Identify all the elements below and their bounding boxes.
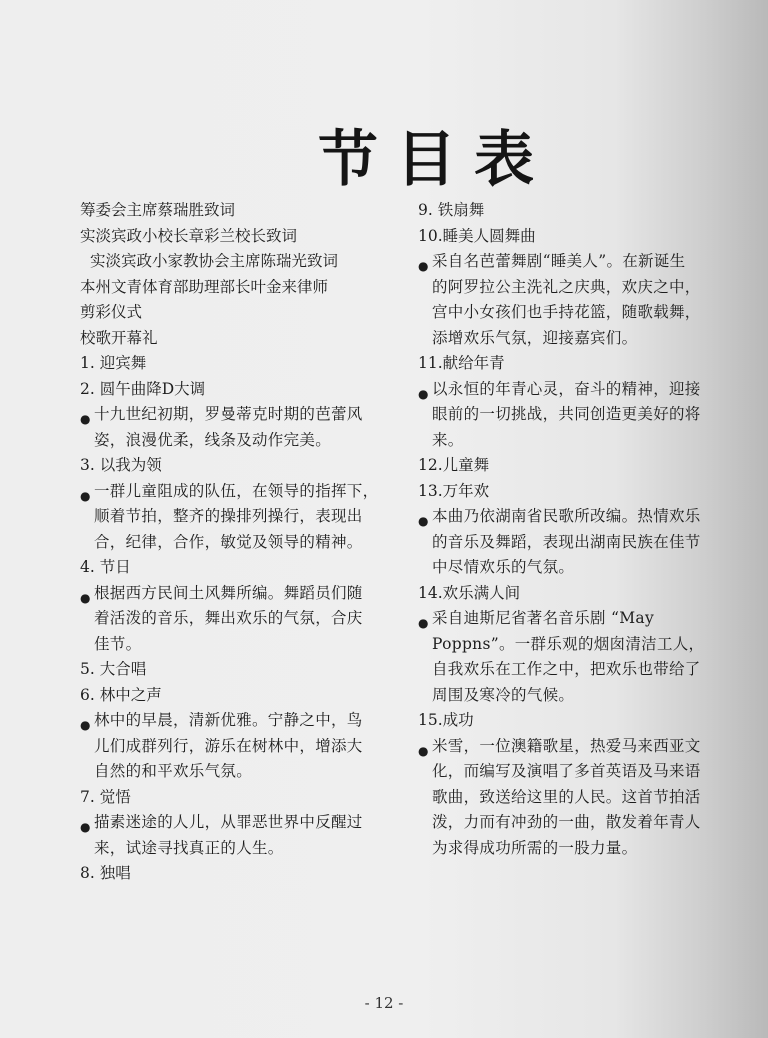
bullet-icon: ● (80, 412, 91, 426)
description-lines (432, 254, 701, 356)
description-line: 根据西方民间土风舞所编。舞蹈员们随 (94, 583, 363, 602)
description-line: 儿们成群列行，游乐在树林中，增添大 (94, 736, 363, 755)
bullet-icon: ● (80, 488, 91, 503)
ceremony-item: 实淡宾政小家教协会主席陈瑞光致词 (90, 252, 339, 270)
description-line: 来。 (432, 430, 464, 449)
program-item-title: 14.欢乐满人间 (418, 583, 521, 602)
description-line: 为求得成功所需的一股力量。 (432, 838, 638, 857)
description-line: 化，而编写及演唱了多首英语及马来语 (432, 762, 701, 780)
description-lines (94, 713, 363, 790)
description-lines (432, 379, 701, 459)
program-item-title: 15.成功 (418, 711, 474, 729)
program-item-title: 10.睡美人圆舞曲 (418, 226, 536, 245)
bullet-icon: ● (418, 259, 429, 273)
description-line: 顺着节拍，整齐的操排列操行，表现出 (94, 507, 363, 525)
description-lines (432, 736, 701, 867)
bullet-icon: ● (418, 743, 429, 758)
program-item-description (80, 713, 400, 790)
ceremony-item: 剪彩仪式 (80, 303, 143, 321)
ceremony-list (80, 203, 400, 356)
description-lines (94, 583, 363, 663)
page-title: 节目表 (318, 125, 552, 195)
ceremony-item: 本州文青体育部助理部长叶金来律师 (80, 277, 329, 296)
description-line: 采自名芭蕾舞剧“睡美人”。在新诞生 (432, 252, 686, 270)
description-line: Poppns”。一群乐观的烟囱清洁工人， (432, 634, 705, 653)
program-item-title: 6. 林中之声 (80, 685, 162, 704)
ceremony-item: 实淡宾政小校长章彩兰校长致词 (80, 226, 298, 245)
program-item-description (418, 611, 748, 713)
description-line: 一群儿童阻成的队伍，在领导的指挥下， (94, 481, 379, 500)
program-item-title: 13.万年欢 (418, 481, 490, 500)
right-column (418, 203, 748, 866)
description-lines (94, 815, 363, 866)
program-item-description (80, 583, 400, 663)
bullet-icon: ● (80, 820, 91, 834)
program-item-description (418, 379, 748, 459)
description-line: 采自迪斯尼省著名音乐剧 “May (432, 609, 655, 627)
description-lines (94, 481, 379, 561)
description-line: 的音乐及舞蹈，表现出湖南民族在佳节 (432, 532, 701, 551)
program-item-title: 3. 以我为领 (80, 456, 162, 474)
description-line: 自然的和平欢乐气氛。 (94, 762, 253, 780)
program-item-title: 12.儿童舞 (418, 456, 490, 474)
right-program-list (418, 203, 748, 866)
bullet-icon: ● (418, 616, 429, 630)
description-line: 合，纪律，合作，敏觉及领导的精神。 (94, 532, 363, 551)
ceremony-item: 筹委会主席蔡瑞胜致词 (80, 201, 236, 219)
description-line: 姿，浪漫优柔，线条及动作完美。 (94, 430, 332, 449)
program-item-title: 7. 觉悟 (80, 787, 131, 806)
program-item-title: 4. 节日 (80, 558, 131, 576)
program-item-title: 9. 铁扇舞 (418, 201, 485, 219)
description-lines (432, 611, 704, 713)
bullet-icon: ● (80, 590, 91, 605)
ceremony-item: 校歌开幕礼 (80, 328, 158, 347)
program-item-title: 1. 迎宾舞 (80, 354, 147, 372)
description-line: 的阿罗拉公主洗礼之庆典，欢庆之中， (432, 277, 701, 296)
description-line: 以永恒的年青心灵，奋斗的精神，迎接 (432, 379, 701, 398)
program-item-title: 11.献给年青 (418, 354, 505, 372)
description-line: 周围及寒冷的气候。 (432, 685, 575, 704)
program-item-description (80, 481, 400, 561)
bullet-icon: ● (418, 514, 429, 528)
description-line: 宫中小女孩们也手持花篮，随歌载舞， (432, 303, 701, 321)
description-line: 泼，力而有冲劲的一曲，散发着年青人 (432, 813, 701, 831)
description-lines (94, 407, 363, 458)
description-line: 中尽情欢乐的气氛。 (432, 558, 575, 576)
description-line: 添增欢乐气氛，迎接嘉宾们。 (432, 328, 638, 347)
description-line: 米雪，一位澳籍歌星，热爱马来西亚文 (432, 736, 701, 755)
description-line: 佳节。 (94, 634, 142, 653)
description-line: 林中的早晨，清新优雅。宁静之中，鸟 (94, 711, 363, 729)
program-item-description (80, 815, 400, 866)
left-column (80, 203, 400, 892)
description-line: 本曲乃依湖南省民歌所改编。热情欢乐 (432, 507, 701, 525)
description-line: 来，试途寻找真正的人生。 (94, 838, 284, 857)
description-line: 眼前的一切挑战，共同创造更美好的将 (432, 405, 701, 423)
program-item-title: 5. 大合唱 (80, 660, 147, 678)
bullet-icon: ● (80, 718, 91, 732)
page-number: - 12 - (364, 994, 404, 1012)
program-item-description (418, 736, 748, 867)
description-line: 十九世纪初期，罗曼蒂克时期的芭蕾风 (94, 405, 363, 423)
description-lines (432, 509, 701, 586)
program-item-description (418, 509, 748, 586)
description-line: 描素迷途的人儿，从罪恶世界中反醒过 (94, 813, 363, 831)
program-item-description (418, 254, 748, 356)
description-line: 歌曲，致送给这里的人民。这首节拍活 (432, 787, 701, 806)
bullet-icon: ● (418, 386, 429, 401)
program-item-title: 2. 圆午曲降D大调 (80, 379, 206, 398)
description-line: 着活泼的音乐，舞出欢乐的气氛，合庆 (94, 609, 363, 627)
program-item-description (80, 407, 400, 458)
program-item-title: 8. 独唱 (80, 864, 131, 882)
left-program-list (80, 356, 400, 892)
description-line: 自我欢乐在工作之中，把欢乐也带给了 (432, 660, 701, 678)
